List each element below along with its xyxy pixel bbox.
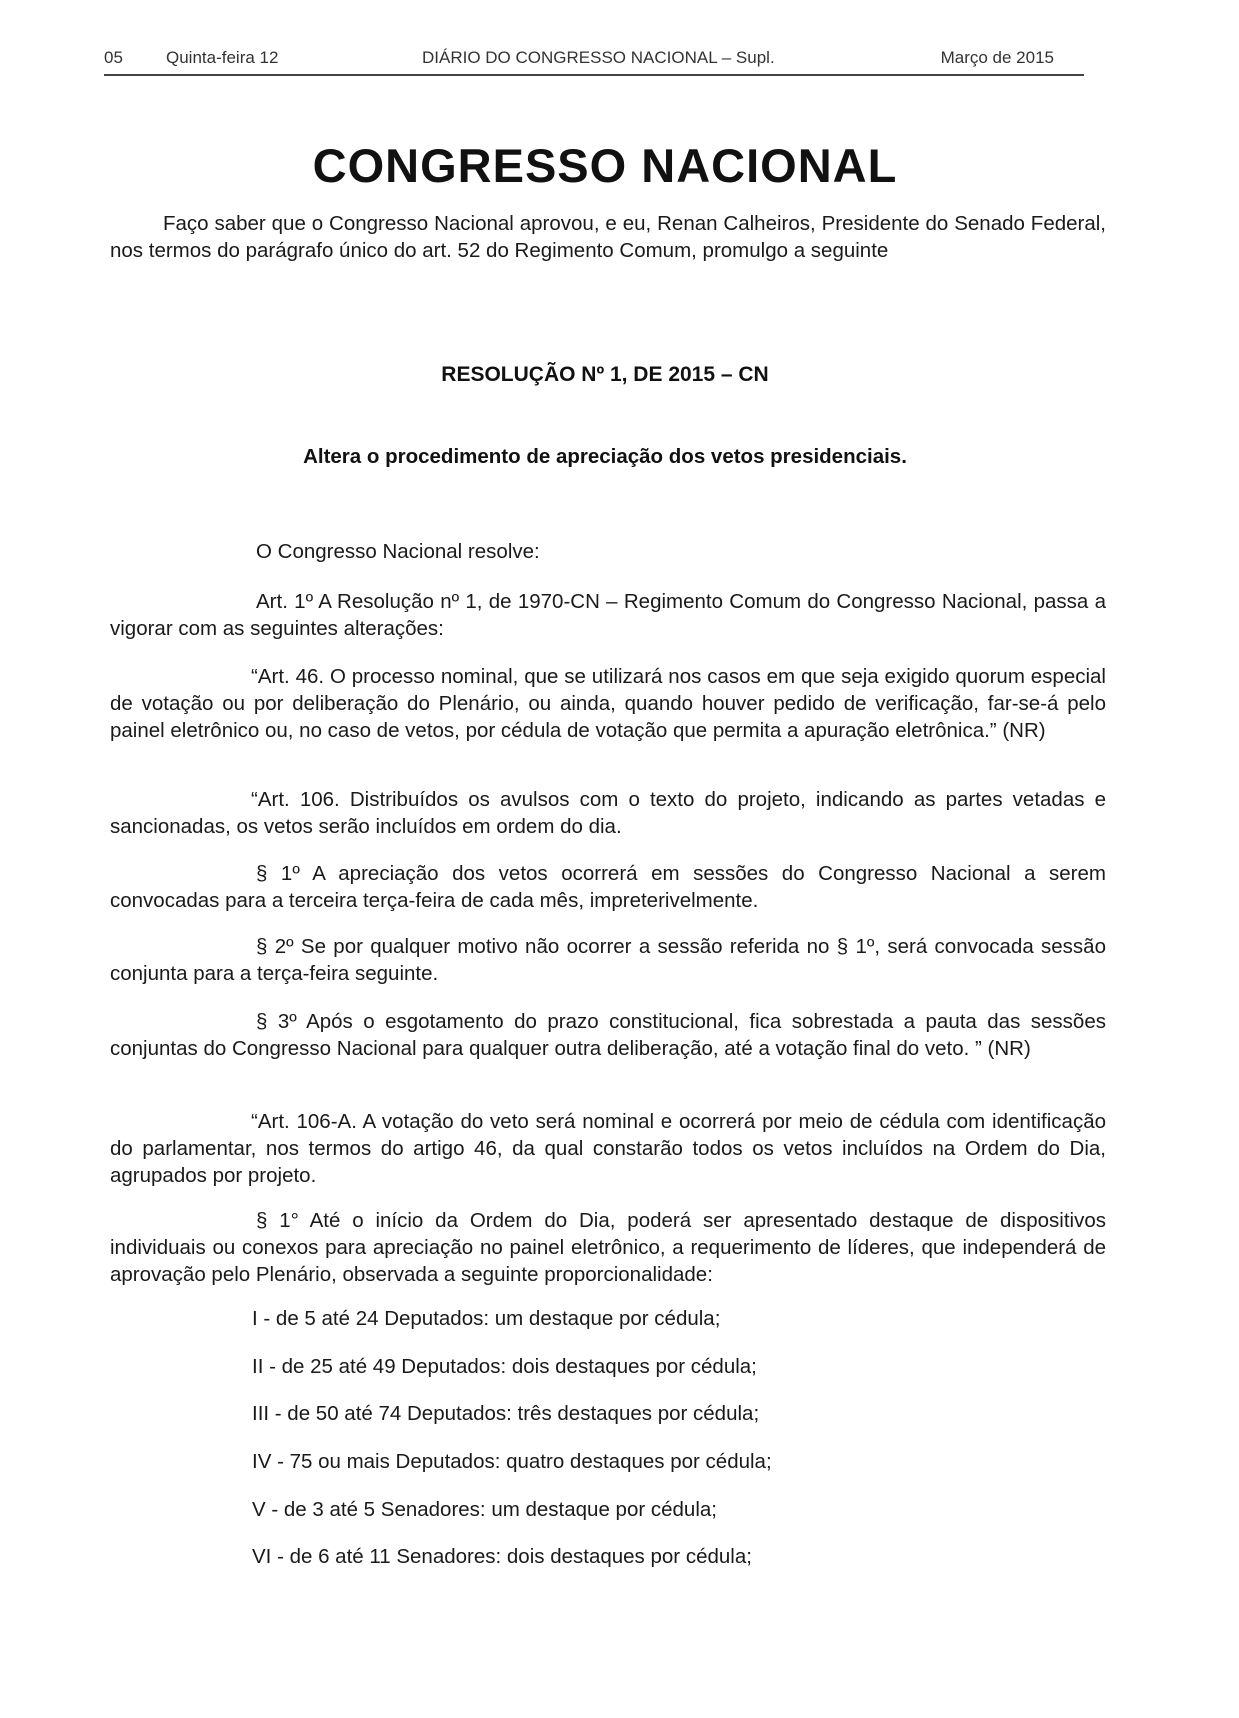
page-number: 05: [104, 48, 123, 67]
paragraph-art106a: “Art. 106-A. A votação do veto será nominal e ocorrerá por meio de cédula com identificação do parlamentar, nos termos do artigo 46, da qual constarão todos os vetos incluídos na Ordem do Dia, agrupados por projeto.: [110, 1110, 1106, 1187]
resolution-title: RESOLUÇÃO Nº 1, DE 2015 – CN: [441, 363, 769, 386]
header-publication: DIÁRIO DO CONGRESSO NACIONAL – Supl.: [422, 48, 775, 67]
paragraph-art106a-par1: § 1° Até o início da Ordem do Dia, poderá ser apresentado destaque de dispositivos individuais ou conexos para apreciação no painel eletrônico, a requerimento de líderes, que independerá de aprovação pelo Plenário, observada a seguinte proporcionalidade:: [110, 1209, 1106, 1286]
paragraph-art106-par1: § 1º A apreciação dos vetos ocorrerá em sessões do Congresso Nacional a serem convocadas para a terceira terça-feira de cada mês, impreterivelmente.: [110, 862, 1106, 912]
paragraph-art106-par3: § 3º Após o esgotamento do prazo constitucional, fica sobrestada a pauta das sessões conjuntas do Congresso Nacional para qualquer outra deliberação, até a votação final do veto. ” (NR): [110, 1010, 1106, 1060]
page-title: CONGRESSO NACIONAL: [312, 139, 898, 192]
list-item-v: V - de 3 até 5 Senadores: um destaque por cédula;: [252, 1498, 717, 1521]
header-rule: [104, 74, 1084, 76]
list-item-vi: VI - de 6 até 11 Senadores: dois destaques por cédula;: [252, 1545, 752, 1568]
paragraph-resolve: O Congresso Nacional resolve:: [256, 540, 540, 563]
intro-paragraph: Faço saber que o Congresso Nacional aprovou, e eu, Renan Calheiros, Presidente do Senado Federal, nos termos do parágrafo único do art. 52 do Regimento Comum, promulgo a seguinte: [110, 212, 1106, 262]
paragraph-art1: Art. 1º A Resolução nº 1, de 1970-CN – Regimento Comum do Congresso Nacional, passa a vigorar com as seguintes alterações:: [110, 590, 1106, 640]
ementa: Altera o procedimento de apreciação dos vetos presidenciais.: [303, 445, 907, 468]
page-header: [104, 44, 1084, 70]
paragraph-art106-par2: § 2º Se por qualquer motivo não ocorrer a sessão referida no § 1º, será convocada sessão conjunta para a terça-feira seguinte.: [110, 935, 1106, 985]
paragraph-art46: “Art. 46. O processo nominal, que se utilizará nos casos em que seja exigido quorum especial de votação ou por deliberação do Plenário, ou ainda, quando houver pedido de verificação, far-se-á pelo painel eletrônico ou, no caso de vetos, por cédula de votação que permita a apuração eletrônica.” (NR): [110, 665, 1106, 742]
paragraph-art106: “Art. 106. Distribuídos os avulsos com o texto do projeto, indicando as partes vetadas e sancionadas, os vetos serão incluídos em ordem do dia.: [110, 788, 1106, 838]
header-day: Quinta-feira 12: [166, 48, 279, 67]
list-item-iv: IV - 75 ou mais Deputados: quatro destaques por cédula;: [252, 1450, 772, 1473]
list-item-iii: III - de 50 até 74 Deputados: três destaques por cédula;: [252, 1402, 760, 1425]
list-item-i: I - de 5 até 24 Deputados: um destaque por cédula;: [252, 1307, 721, 1330]
list-item-ii: II - de 25 até 49 Deputados: dois destaques por cédula;: [252, 1355, 757, 1378]
header-date: Março de 2015: [940, 48, 1054, 67]
